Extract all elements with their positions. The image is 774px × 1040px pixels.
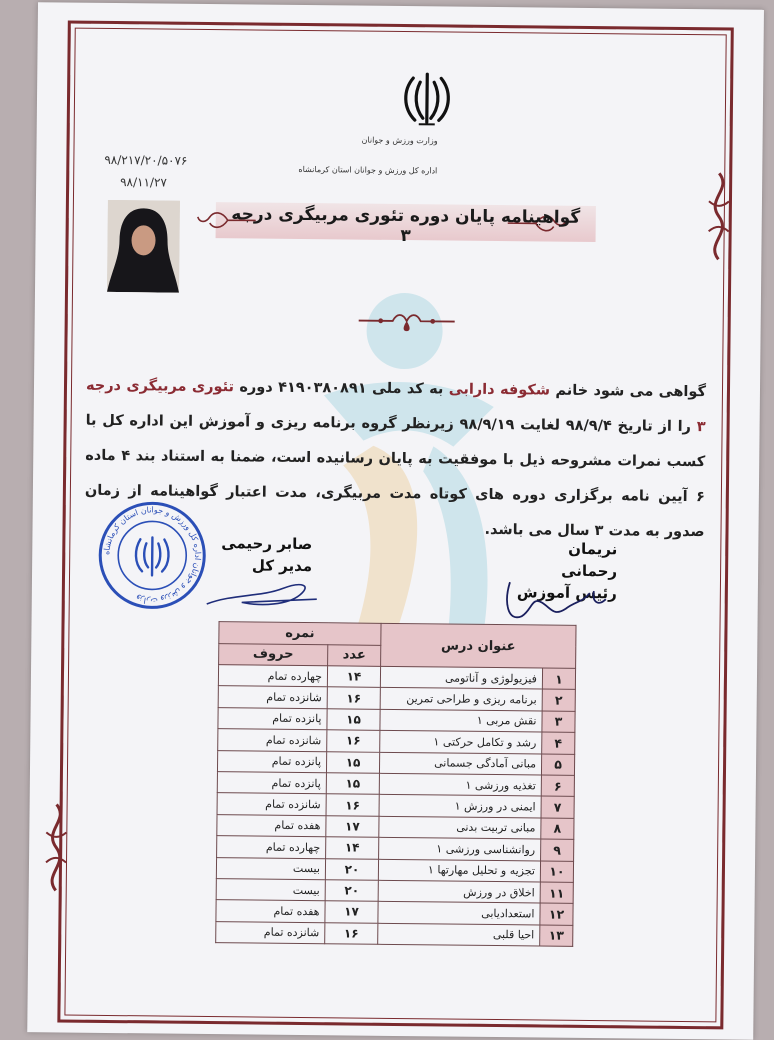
office-name: اداره کل ورزش و جوانان استان کرمانشاه bbox=[298, 165, 437, 175]
row-number: ۳ bbox=[542, 711, 575, 733]
grade-letters: پانزده تمام bbox=[218, 707, 327, 730]
head-title: رئیس آموزش bbox=[507, 581, 617, 604]
course-title: نقش مربی ۱ bbox=[380, 709, 542, 732]
svg-text:وزارت ورزش و جوانان اداره کل و: وزارت ورزش و جوانان اداره کل ورزش و جوانان استان کرمانشاه bbox=[102, 505, 203, 606]
count-header: عدد bbox=[328, 644, 381, 666]
director-title: مدیر کل bbox=[217, 554, 312, 577]
grade-number: ۱۵ bbox=[326, 773, 379, 795]
grade-number: ۱۷ bbox=[325, 901, 378, 923]
course-title: مبانی آمادگی جسمانی bbox=[379, 752, 541, 775]
grade-number: ۱۵ bbox=[326, 751, 379, 773]
grade-number: ۱۷ bbox=[326, 815, 379, 837]
grade-number: ۲۰ bbox=[325, 880, 378, 902]
grade-letters: شانزده تمام bbox=[218, 686, 327, 709]
course-title: تجزیه و تحلیل مهارتها ۱ bbox=[378, 859, 540, 882]
handwritten-signature bbox=[502, 572, 613, 628]
grade-letters: هفده تمام bbox=[217, 814, 326, 837]
certificate-title: گواهینامه پایان دوره تئوری مربیگری درجه ۳ bbox=[225, 204, 585, 248]
grade-letters: پانزده تمام bbox=[217, 772, 326, 795]
grade-number: ۱۴ bbox=[327, 666, 380, 688]
grade-letters: هفده تمام bbox=[216, 900, 325, 923]
body-text-part2: به کد ملی ۴۱۹۰۳۸۰۸۹۱ دوره bbox=[239, 379, 443, 397]
grade-letters: بیست bbox=[216, 857, 325, 880]
course-title: احیا قلبی bbox=[378, 923, 540, 946]
grade-number: ۱۶ bbox=[326, 794, 379, 816]
course-title: استعدادیابی bbox=[378, 902, 540, 925]
grade-header: نمره bbox=[219, 622, 381, 645]
course-title: ایمنی در ورزش ۱ bbox=[379, 795, 541, 818]
row-number: ۴ bbox=[542, 732, 575, 754]
grade-number: ۱۶ bbox=[325, 922, 378, 944]
letters-header: حروف bbox=[219, 643, 328, 666]
grade-number: ۱۵ bbox=[327, 709, 380, 731]
row-number: ۶ bbox=[541, 775, 574, 797]
grade-letters: بیست bbox=[216, 879, 325, 902]
grade-number: ۲۰ bbox=[325, 858, 378, 880]
course-name: تئوری مربیگری درجه ۳ bbox=[86, 378, 706, 435]
grade-number: ۱۶ bbox=[327, 687, 380, 709]
row-number: ۹ bbox=[541, 839, 574, 861]
grades-table bbox=[215, 621, 576, 947]
iran-emblem-icon bbox=[399, 68, 456, 129]
head-name: نریمان رحمانی bbox=[507, 537, 617, 582]
grade-letters: چهارده تمام bbox=[217, 836, 326, 859]
row-number: ۲ bbox=[542, 689, 575, 711]
handwritten-signature bbox=[202, 564, 323, 615]
body-text-part1: گواهی می شود خانم bbox=[555, 383, 706, 401]
course-title: روانشناسی ورزشی ۱ bbox=[379, 837, 541, 860]
course-title: اخلاق در ورزش bbox=[378, 880, 540, 903]
row-number: ۱۲ bbox=[540, 903, 573, 925]
course-title: رشد و تکامل حرکتی ۱ bbox=[380, 730, 542, 753]
grade-letters: شانزده تمام bbox=[218, 729, 327, 752]
course-title: فیزیولوژی و آناتومی bbox=[380, 666, 542, 689]
ministry-name: وزارت ورزش و جوانان bbox=[362, 136, 438, 146]
row-number: ۷ bbox=[541, 796, 574, 818]
row-number: ۵ bbox=[541, 754, 574, 776]
row-number: ۱۰ bbox=[540, 861, 573, 883]
row-number: ۱۱ bbox=[540, 882, 573, 904]
reference-number: ۹۸/۲۱۷/۲۰/۵۰۷۶ bbox=[104, 153, 187, 168]
reference-date: ۹۸/۱۱/۲۷ bbox=[120, 175, 167, 189]
body-text-part3: را از تاریخ ۹۸/۹/۴ لغایت ۹۸/۹/۱۹ زیرنظر گروه برنامه ریزی و آموزش این اداره کل با کسب نمرات مشروحه ذیل با موفقیت به پایان رسانیده است، ضمنا به استناد بند ۴ ماده ۶ آیین نامه برگزاری دوره های کوتاه مدت مربیگری، مدت اعتبار گواهینامه از زمان صدور به مدت ۳ سال می باشد. bbox=[85, 413, 705, 540]
portrait-photo bbox=[107, 200, 180, 293]
official-stamp bbox=[96, 499, 209, 612]
grade-number: ۱۶ bbox=[327, 730, 380, 752]
course-title: برنامه ریزی و طراحی تمرین bbox=[380, 688, 542, 711]
recipient-name: شکوفه دارابی bbox=[449, 382, 550, 399]
grade-letters: پانزده تمام bbox=[217, 750, 326, 773]
row-number: ۱۳ bbox=[540, 925, 573, 947]
course-title: مبانی تربیت بدنی bbox=[379, 816, 541, 839]
side-ornament-icon bbox=[703, 171, 734, 261]
course-title: تغذیه ورزشی ۱ bbox=[379, 773, 541, 796]
grade-number: ۱۴ bbox=[326, 837, 379, 859]
portrait-icon bbox=[107, 200, 180, 293]
certificate-paper bbox=[27, 2, 764, 1040]
grade-letters: شانزده تمام bbox=[217, 793, 326, 816]
course-header: عنوان درس bbox=[381, 623, 576, 668]
director-name: صابر رحیمی bbox=[217, 532, 312, 555]
row-number: ۸ bbox=[541, 818, 574, 840]
grade-letters: چهارده تمام bbox=[218, 665, 327, 688]
side-ornament-icon bbox=[41, 802, 72, 892]
row-number: ۱ bbox=[542, 668, 575, 690]
table-row bbox=[216, 921, 573, 946]
divider-ornament-icon bbox=[357, 309, 457, 334]
grade-letters: شانزده تمام bbox=[216, 921, 325, 944]
